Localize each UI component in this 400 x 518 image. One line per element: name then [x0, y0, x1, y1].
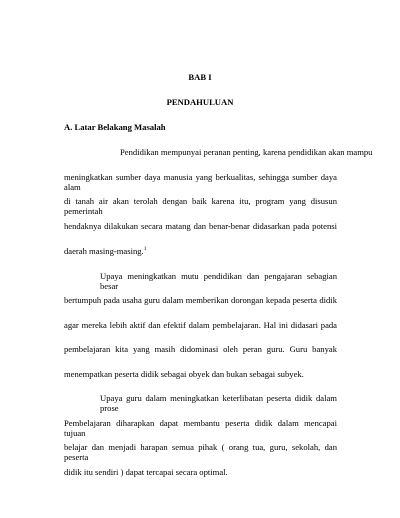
para2-line2: bertumpuh pada usaha guru dalam memberikan dorongan kepada peserta didik	[64, 295, 337, 305]
para3-line3: belajar dan menjadi harapan semua pihak ( orang tua, guru, sekolah, dan peserta	[64, 442, 337, 462]
chapter-number: BAB I	[188, 72, 212, 82]
para2-line4: pembelajaran kita yang masih didominasi oleh peran guru. Guru banyak	[64, 344, 337, 354]
para1-line4: hendaknya dilakukan secara matang dan benar-benar didasarkan pada potensi	[64, 221, 337, 231]
para1-line2: meningkatkan sumber daya manusia yang berkualitas, sehingga sumber daya alam	[64, 172, 337, 192]
para3-line2: Pembelajaran diharapkan dapat membantu peserta didik dalam mencapai tujuan	[64, 418, 337, 438]
para1-last-text: daerah masing-masing.	[64, 246, 144, 256]
para1-line1: Pendidikan mempunyai peranan penting, karena pendidikan akan mampu	[120, 147, 373, 157]
para3-line1: Upaya guru dalam meningkatkan keterlibatan peserta didik dalam prose	[100, 393, 337, 413]
para2-line3: agar mereka lebih aktif dan efektif dalam pembelajaran. Hal ini didasari pada	[64, 320, 337, 330]
para2-line5: menempatkan peserta didik sebagai obyek dan bukan sebagai subyek.	[64, 369, 304, 379]
para1-line3: di tanah air akan terolah dengan baik karena itu, program yang disusun pemerintah	[64, 196, 337, 216]
footnote-ref: 1	[143, 246, 147, 252]
para3-line4: didik itu sendiri ) dapat tercapai secara optimal.	[64, 467, 228, 477]
para2-line1: Upaya meningkatkan mutu pendidikan dan pengajaran sebagian besar	[100, 271, 337, 291]
para1-line5	[64, 246, 146, 256]
section-heading: A. Latar Belakang Masalah	[64, 122, 166, 132]
chapter-title: PENDAHULUAN	[166, 97, 234, 107]
